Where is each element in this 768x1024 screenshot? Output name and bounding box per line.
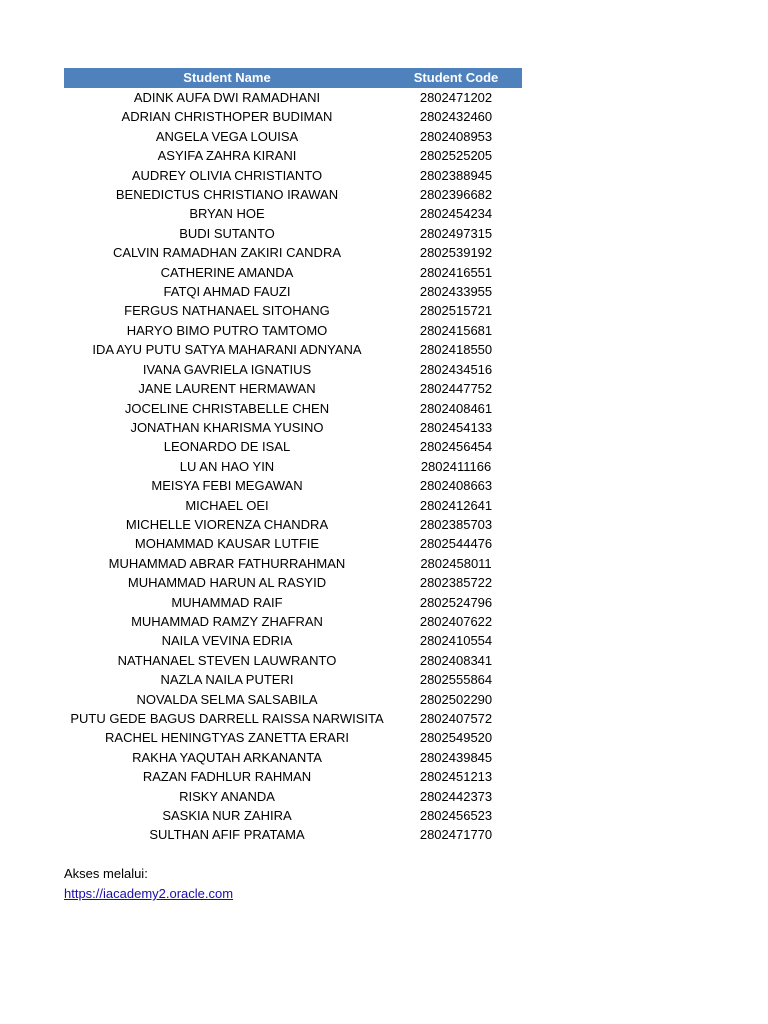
student-code-cell: 2802407572 — [419, 711, 493, 726]
student-name-cell: RISKY ANANDA — [179, 788, 275, 804]
student-name-cell: NOVALDA SELMA SALSABILA — [136, 691, 318, 707]
student-name-cell: NATHANAEL STEVEN LAUWRANTO — [117, 652, 337, 668]
access-label: Akses melalui: — [64, 866, 148, 881]
student-name-cell: HARYO BIMO PUTRO TAMTOMO — [126, 322, 328, 338]
student-code-cell: 2802447752 — [419, 381, 493, 397]
table-row — [64, 515, 522, 534]
student-code-cell: 2802456454 — [419, 439, 493, 455]
student-code-cell: 2802434516 — [419, 361, 493, 377]
student-code-cell: 2802432460 — [419, 109, 493, 125]
student-name-cell: MEISYA FEBI MEGAWAN — [151, 478, 303, 494]
student-code-cell: 2802458011 — [420, 555, 492, 571]
table-row — [64, 748, 522, 767]
table-row — [64, 534, 522, 553]
student-code-cell: 2802388945 — [419, 167, 493, 183]
student-name-cell: AUDREY OLIVIA CHRISTIANTO — [131, 167, 323, 183]
access-note — [64, 864, 233, 904]
student-code-cell: 2802451213 — [419, 769, 493, 785]
student-name-cell: MUHAMMAD RAMZY ZHAFRAN — [131, 613, 323, 629]
student-name-cell: MUHAMMAD HARUN AL RASYID — [127, 575, 327, 591]
student-code-cell: 2802385703 — [419, 516, 493, 532]
table-row — [64, 825, 522, 844]
student-code-cell: 2802525205 — [419, 148, 493, 164]
student-code-cell: 2802524796 — [419, 594, 493, 610]
table-row — [64, 612, 522, 631]
student-code-cell: 2802410554 — [419, 633, 493, 649]
student-code-cell: 2802385722 — [419, 575, 493, 591]
student-name-cell: FERGUS NATHANAEL SITOHANG — [124, 303, 330, 319]
table-row — [64, 301, 522, 320]
student-name-cell: LU AN HAO YIN — [179, 458, 275, 474]
table-row — [64, 185, 522, 204]
student-name-cell: NAZLA NAILA PUTERI — [160, 672, 294, 688]
table-row — [64, 321, 522, 340]
student-code-cell: 2802454234 — [419, 206, 493, 222]
student-code-cell: 2802408663 — [419, 478, 493, 494]
table-row — [64, 806, 522, 825]
student-code-cell: 2802415681 — [419, 322, 493, 338]
table-row — [64, 146, 522, 165]
table-row — [64, 651, 522, 670]
student-code-cell: 2802407622 — [419, 613, 493, 629]
student-code-cell: 2802442373 — [419, 788, 493, 804]
column-header-student-code: Student Code — [390, 68, 522, 88]
column-header-student-name: Student Name — [64, 68, 390, 88]
student-code-cell: 2802539192 — [419, 245, 493, 261]
table-row — [64, 670, 522, 689]
access-link[interactable]: https://iacademy2.oracle.com — [64, 886, 234, 901]
table-row — [64, 282, 522, 301]
student-name-cell: RAKHA YAQUTAH ARKANANTA — [132, 749, 322, 765]
table-row — [64, 573, 522, 592]
student-name-cell: LEONARDO DE ISAL — [163, 439, 291, 455]
table-row — [64, 554, 522, 573]
student-name-cell: JANE LAURENT HERMAWAN — [138, 381, 316, 397]
table-row — [64, 418, 522, 437]
student-table — [64, 68, 522, 845]
student-code-cell: 2802502290 — [419, 691, 493, 707]
table-row — [64, 399, 522, 418]
student-name-cell: IDA AYU PUTU SATYA MAHARANI ADNYANA — [92, 342, 362, 358]
student-name-cell: ADINK AUFA DWI RAMADHANI — [133, 90, 321, 105]
student-code-cell: 2802416551 — [419, 264, 493, 280]
student-name-cell: NAILA VEVINA EDRIA — [161, 633, 293, 649]
student-code-cell: 2802408953 — [419, 128, 493, 144]
table-body — [64, 88, 522, 845]
student-code-cell: 2802555864 — [419, 672, 493, 688]
student-code-cell: 2802549520 — [419, 730, 493, 746]
student-code-cell: 2802412641 — [419, 497, 493, 513]
table-row — [64, 787, 522, 806]
table-row — [64, 631, 522, 650]
student-name-cell: SULTHAN AFIF PRATAMA — [149, 827, 305, 843]
student-code-cell: 2802408461 — [419, 400, 493, 416]
table-row — [64, 224, 522, 243]
student-code-cell: 2802418550 — [419, 342, 493, 358]
student-code-cell: 2802411166 — [420, 458, 492, 474]
table-row — [64, 379, 522, 398]
table-row — [64, 593, 522, 612]
table-row — [64, 767, 522, 786]
table-row — [64, 204, 522, 223]
student-name-cell: MICHAEL OEI — [185, 497, 269, 513]
student-code-cell: 2802408341 — [419, 652, 493, 668]
table-row — [64, 496, 522, 515]
student-name-cell: BENEDICTUS CHRISTIANO IRAWAN — [115, 187, 339, 203]
table-row — [64, 166, 522, 185]
student-code-cell: 2802433955 — [419, 284, 493, 300]
table-row — [64, 728, 522, 747]
student-name-cell: BRYAN HOE — [189, 206, 265, 222]
student-roster-sheet — [64, 68, 522, 845]
student-code-cell: 2802497315 — [419, 225, 493, 241]
table-row — [64, 88, 522, 107]
student-name-cell: ANGELA VEGA LOUISA — [155, 128, 299, 144]
student-name-cell: BUDI SUTANTO — [179, 225, 275, 241]
student-name-cell: JONATHAN KHARISMA YUSINO — [130, 419, 324, 435]
student-name-cell: CATHERINE AMANDA — [160, 264, 294, 280]
student-name-cell: PUTU GEDE BAGUS DARRELL RAISSA NARWISITA — [70, 711, 384, 726]
student-code-cell: 2802454133 — [419, 419, 493, 435]
student-name-cell: SASKIA NUR ZAHIRA — [162, 808, 292, 824]
student-name-cell: ADRIAN CHRISTHOPER BUDIMAN — [121, 109, 333, 125]
student-name-cell: FATQI AHMAD FAUZI — [163, 284, 291, 300]
student-name-cell: ASYIFA ZAHRA KIRANI — [157, 148, 297, 164]
student-code-cell: 2802396682 — [419, 187, 493, 203]
table-row — [64, 360, 522, 379]
student-code-cell: 2802439845 — [419, 749, 493, 765]
table-row — [64, 243, 522, 262]
student-code-cell: 2802456523 — [419, 808, 493, 824]
student-name-cell: RACHEL HENINGTYAS ZANETTA ERARI — [105, 730, 349, 746]
student-name-cell: MUHAMMAD RAIF — [171, 594, 283, 610]
student-name-cell: CALVIN RAMADHAN ZAKIRI CANDRA — [112, 245, 341, 261]
student-code-cell: 2802544476 — [419, 536, 493, 552]
table-row — [64, 127, 522, 146]
student-name-cell: IVANA GAVRIELA IGNATIUS — [142, 361, 312, 377]
student-code-cell: 2802471202 — [419, 90, 493, 105]
student-code-cell: 2802515721 — [419, 303, 493, 319]
student-name-cell: MUHAMMAD ABRAR FATHURRAHMAN — [108, 555, 346, 571]
table-row — [64, 709, 522, 728]
student-name-cell: RAZAN FADHLUR RAHMAN — [142, 769, 312, 785]
student-name-cell: MOHAMMAD KAUSAR LUTFIE — [134, 536, 320, 552]
table-row — [64, 263, 522, 282]
student-name-cell: JOCELINE CHRISTABELLE CHEN — [124, 400, 330, 416]
student-code-cell: 2802471770 — [419, 827, 493, 843]
table-row — [64, 476, 522, 495]
table-row — [64, 690, 522, 709]
table-header-row — [64, 68, 522, 88]
table-row — [64, 340, 522, 359]
student-name-cell: MICHELLE VIORENZA CHANDRA — [125, 516, 329, 532]
table-row — [64, 457, 522, 476]
table-row — [64, 437, 522, 456]
table-row — [64, 107, 522, 126]
